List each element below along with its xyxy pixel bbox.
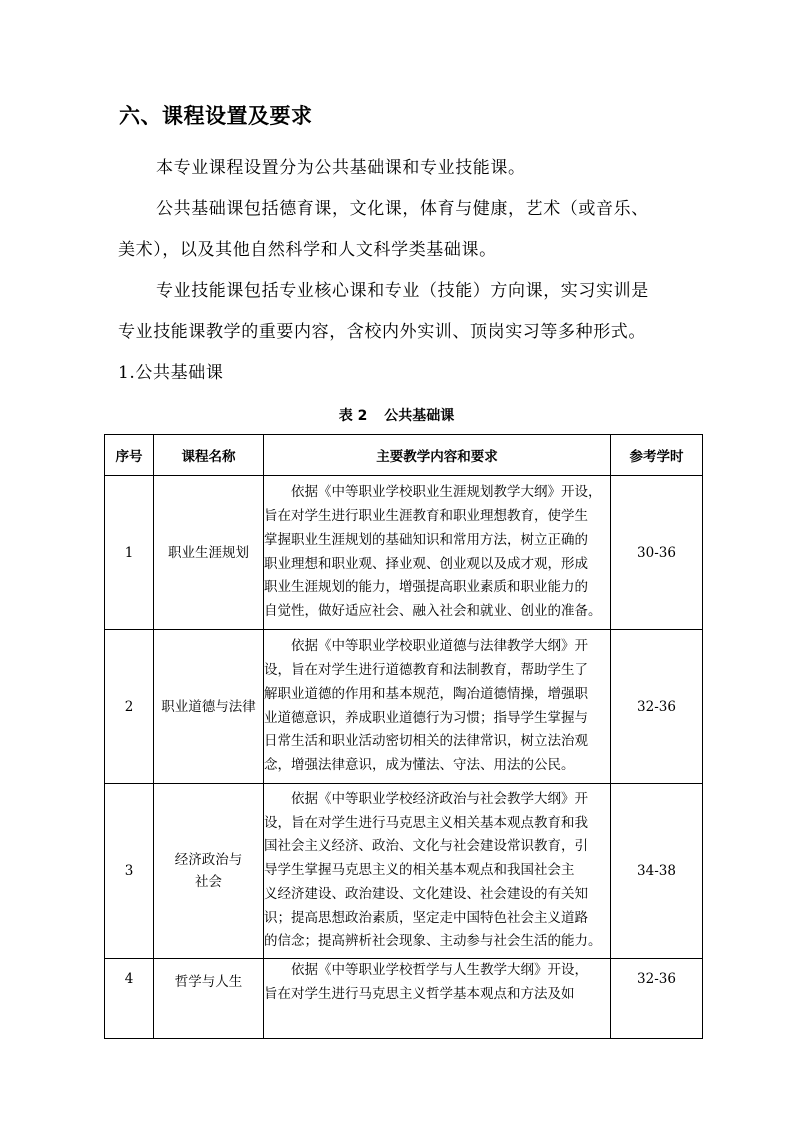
course-hours: 32-36 — [611, 630, 703, 784]
content-line: 依据《中等职业学校经济政治与社会教学大纲》开 — [291, 791, 588, 808]
table-row — [105, 476, 703, 630]
table-caption — [0, 405, 793, 425]
row-number: 3 — [105, 784, 154, 959]
header-hours: 参考学时 — [611, 435, 703, 476]
course-name — [154, 630, 264, 784]
course-content — [264, 784, 611, 959]
content-line: 掌握职业生涯规划的基础知识和常用方法，树立正确的 — [264, 531, 588, 548]
content-line: 职业理想和职业观、择业观、创业观以及成才观，形成 — [264, 555, 588, 572]
content-line: 依据《中等职业学校职业道德与法律教学大纲》开 — [291, 638, 588, 655]
course-name — [154, 784, 264, 959]
header-number: 序号 — [105, 435, 154, 476]
row-number: 2 — [105, 630, 154, 784]
course-hours: 32-36 — [611, 959, 703, 1039]
content-line: 解职业道德的作用和基本规范，陶冶道德情操，增强职 — [264, 685, 588, 702]
table-header-row — [105, 435, 703, 476]
content-line: 识；提高思想政治素质，坚定走中国特色社会主义道路 — [264, 909, 588, 926]
table-caption-title: 公共基础课 — [384, 408, 455, 424]
section-heading: 六、课程设置及要求 — [119, 104, 313, 128]
course-name-line: 经济政治与 — [174, 852, 243, 868]
paragraph-public-line1: 公共基础课包括德育课，文化课，体育与健康，艺术（或音乐、 — [156, 199, 649, 219]
paragraph-intro: 本专业课程设置分为公共基础课和专业技能课。 — [156, 158, 526, 178]
header-course-name: 课程名称 — [154, 435, 264, 476]
content-line: 依据《中等职业学校职业生涯规划教学大纲》开设， — [291, 484, 602, 501]
table-row — [105, 959, 703, 1039]
content-line: 职业生涯规划的能力，增强提高职业素质和职业能力的 — [264, 579, 588, 596]
row-number: 1 — [105, 476, 154, 630]
content-line: 旨在对学生进行职业生涯教育和职业理想教育，使学生 — [264, 508, 588, 525]
course-content — [264, 476, 611, 630]
content-line: 设，旨在对学生进行道德教育和法制教育，帮助学生了 — [264, 662, 588, 679]
content-line: 自觉性，做好适应社会、融入社会和就业、创业的准备。 — [264, 602, 602, 619]
course-content — [264, 630, 611, 784]
content-line: 业道德意识，养成职业道德行为习惯；指导学生掌握与 — [264, 709, 588, 726]
course-name-line: 职业道德与法律 — [161, 698, 256, 715]
content-line: 的信念；提高辨析社会现象、主动参与社会生活的能力。 — [264, 933, 602, 950]
table-row — [105, 630, 703, 784]
content-line: 依据《中等职业学校哲学与人生教学大纲》开设， — [291, 962, 588, 978]
course-hours: 34-38 — [611, 784, 703, 959]
row-number: 4 — [105, 959, 154, 1039]
content-line: 义经济建设、政治建设、文化建设、社会建设的有关知 — [264, 885, 588, 902]
paragraph-skill-line1: 专业技能课包括专业核心课和专业（技能）方向课，实习实训是 — [156, 281, 649, 301]
content-line: 旨在对学生进行马克思主义哲学基本观点和方法及如 — [264, 985, 575, 1002]
course-table — [104, 434, 703, 1039]
table-row — [105, 784, 703, 959]
course-name — [154, 959, 264, 1039]
table-caption-label: 表 2 — [338, 408, 368, 424]
course-hours: 30-36 — [611, 476, 703, 630]
course-name-line: 职业生涯规划 — [168, 544, 249, 561]
content-line: 导学生掌握马克思主义的相关基本观点和我国社会主 — [264, 862, 575, 879]
paragraph-skill-line2: 专业技能课教学的重要内容，含校内外实训、顶岗实习等多种形式。 — [118, 322, 646, 342]
content-line: 日常生活和职业活动密切相关的法律常识，树立法治观 — [264, 733, 588, 750]
content-line: 国社会主义经济、政治、文化与社会建设常识教育，引 — [264, 838, 588, 855]
paragraph-public-line2: 美术），以及其他自然科学和人文科学类基础课。 — [118, 240, 497, 260]
course-name — [154, 476, 264, 630]
course-name-line: 社会 — [195, 874, 222, 890]
section-subheading: 1.公共基础课 — [118, 363, 224, 383]
course-name-line: 哲学与人生 — [174, 974, 243, 990]
content-line: 念，增强法律意识，成为懂法、守法、用法的公民。 — [264, 756, 575, 773]
content-line: 设，旨在对学生进行马克思主义相关基本观点教育和我 — [264, 814, 588, 831]
header-content: 主要教学内容和要求 — [264, 435, 611, 476]
course-content — [264, 959, 611, 1039]
